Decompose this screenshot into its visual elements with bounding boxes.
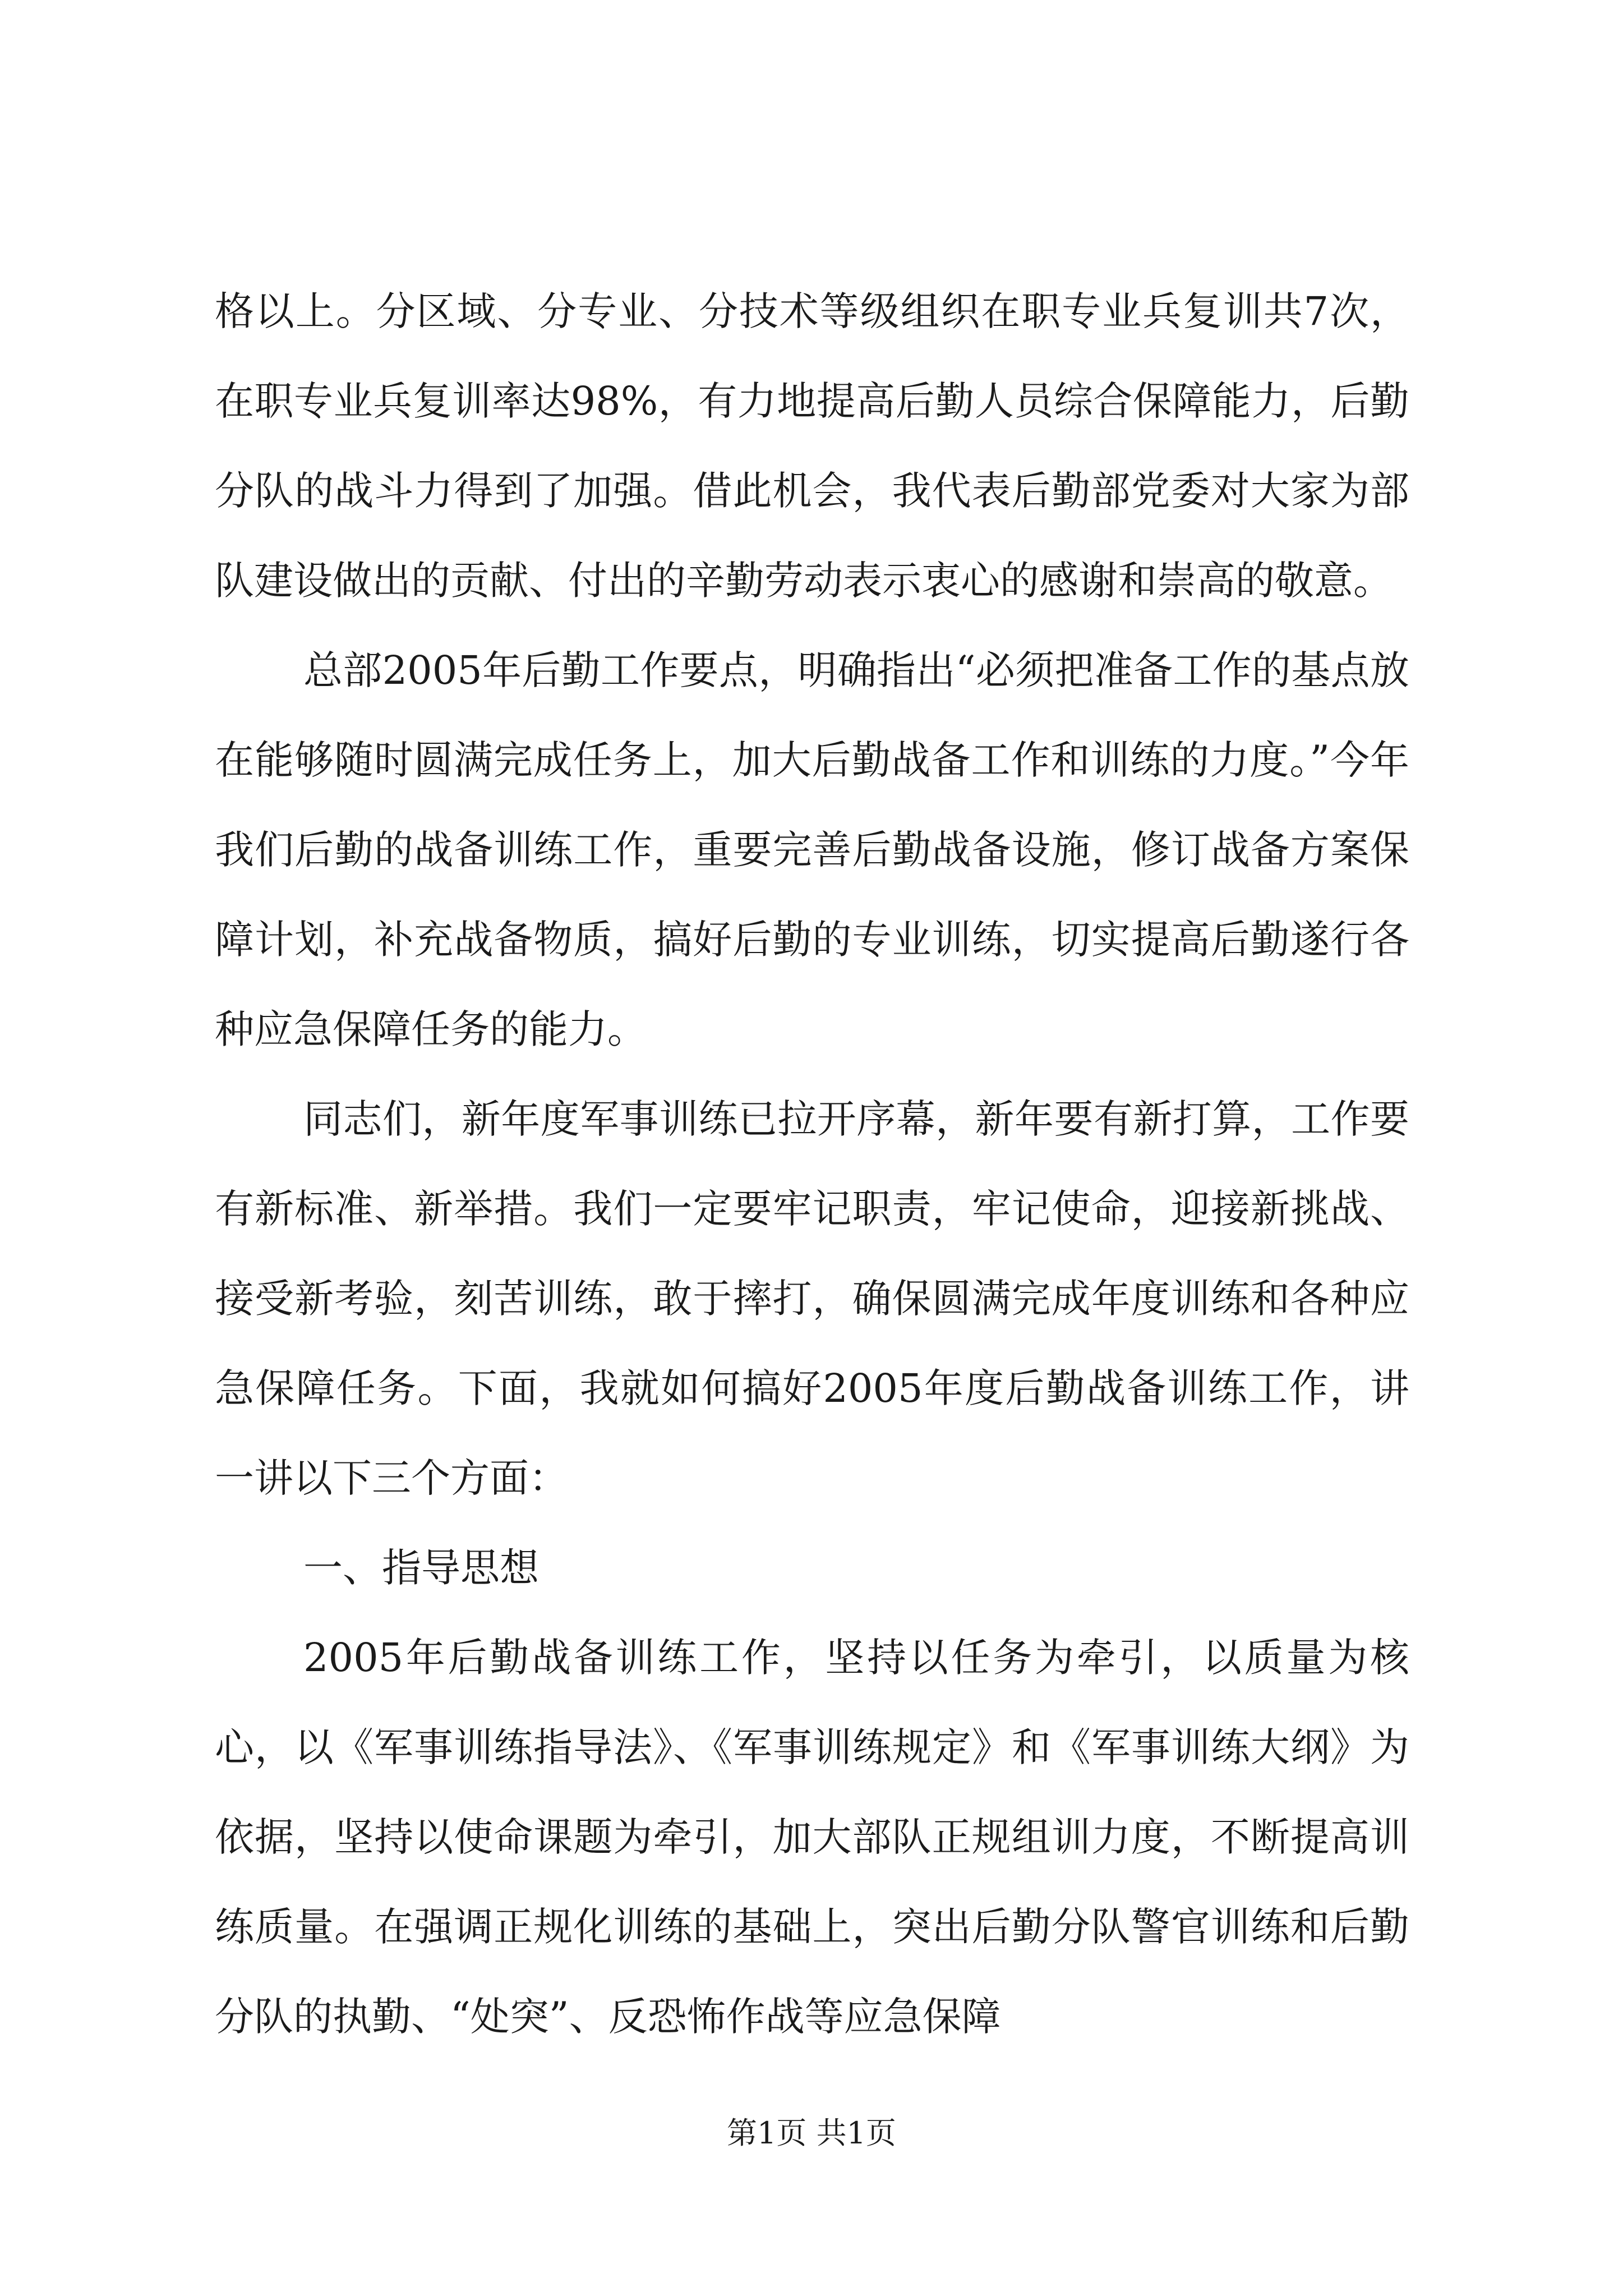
paragraph-new-year-training: 同志们，新年度军事训练已拉开序幕，新年要有新打算，工作要有新标准、新举措。我们一定要牢记职责，牢记使命，迎接新挑战、接受新考验，刻苦训练，敢于摔打，确保圆满完成年度训练和各种应急保障任务。下面，我就如何搞好2005年度后勤战备训练工作，讲一讲以下三个方面： (215, 1096, 1409, 1501)
page-number-label: 第1页 共1页 (727, 2115, 896, 2151)
page-footer (0, 2114, 1623, 2153)
document-body (215, 266, 1409, 2062)
paragraph-work-priorities: 总部2005年后勤工作要点，明确指出“必须把准备工作的基点放在能够随时圆满完成任务上，加大后勤战备工作和训练的力度。”今年我们后勤的战备训练工作，重要完善后勤战备设施，修订战备方案保障计划，补充战备物质，搞好后勤的专业训练，切实提高后勤遂行各种应急保障任务的能力。 (215, 647, 1409, 1052)
section-heading-guiding-ideology: 一、指导思想 (303, 1545, 539, 1591)
paragraph-guiding-ideology: 2005年后勤战备训练工作，坚持以任务为牵引，以质量为核心，以《军事训练指导法》、《军事训练规定》和《军事训练大纲》为依据，坚持以使命课题为牵引，加大部队正规组训力度，不断提高训练质量。在强调正规化训练的基础上，突出后勤分队警官训练和后勤分队的执勤、“处突”、反恐怖作战等应急保障 (215, 1635, 1409, 2040)
paragraph-continuation: 格以上。分区域、分专业、分技术等级组织在职专业兵复训共7次，在职专业兵复训率达98%，有力地提高后勤人员综合保障能力，后勤分队的战斗力得到了加强。借此机会，我代表后勤部党委对大家为部队建设做出的贡献、付出的辛勤劳动表示衷心的感谢和崇高的敬意。 (215, 288, 1409, 604)
